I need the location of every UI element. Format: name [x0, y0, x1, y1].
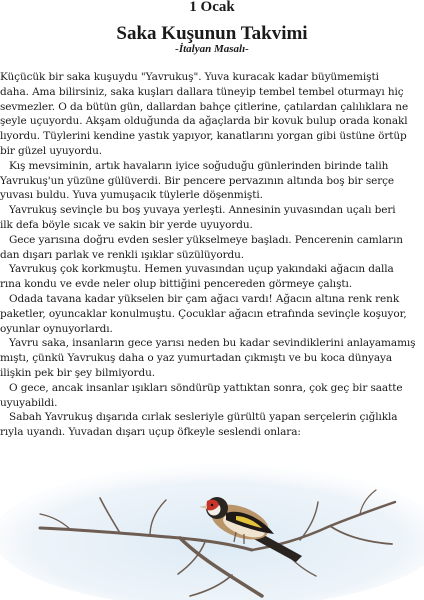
- story-subtitle: -İtalyan Masalı-: [175, 43, 249, 55]
- story-line: rıyla uyandı. Yuvadan dışarı uçup öfkeyle seslendi onlara:: [0, 426, 301, 439]
- story-line: ilk defa böyle sıcak ve sakin bir yerde uyuyordu.: [0, 218, 253, 231]
- story-line: Yavrukuş sevinçle bu boş yuvaya yerleşti. Annesinin yuvasından uçalı beri: [9, 204, 396, 217]
- story-title: Saka Kuşunun Takvimi: [116, 23, 308, 44]
- story-line: ilişkin pek bir şey bilmiyordu.: [0, 366, 155, 379]
- story-line: Sabah Yavrukuş dışarıda cırlak sesleriyle gürültü yapan serçelerin çığlıkla: [9, 411, 398, 424]
- story-line: lıyordu. Tüylerini kendine yastık yapıyor, kanatlarını yorgan gibi üstüne örtüp: [0, 130, 407, 143]
- story-line: O gece, ancak insanlar ışıkları söndürüp yattıktan sonra, çok geç bir saatte: [9, 381, 403, 394]
- story-line: Küçücük bir saka kuşuydu "Yavrukuş". Yuva kuracak kadar büyümemişti: [0, 71, 379, 83]
- story-line: Odada tavana kadar yükselen bir çam ağacı vardı! Ağacın altına renk renk: [9, 292, 400, 305]
- story-line: Gece yarısına doğru evden sesler yükselmeye başladı. Pencerenin camların: [9, 233, 403, 246]
- story-line: şeyle uçuyordu. Akşam olduğunda da ağaçlarda bir kovuk bulup orada konakl: [0, 115, 408, 128]
- story-line: sevmezler. O da bütün gün, dallardan bahçe çitlerine, çatılardan çalılıklara ne: [0, 100, 409, 113]
- story-line: rına kondu ve evde neler olup bittiğini pencereden görmeye çalıştı.: [0, 278, 352, 291]
- story-line: Kış mevsiminin, artık havaların iyice soğuduğu günlerinden birinde talih: [9, 159, 389, 172]
- story-body: [0, 70, 424, 440]
- story-line: Yavrukuş'un yüzüne gülüverdi. Bir pencere pervazının altında boş bir serçe: [0, 174, 395, 187]
- story-line: oyunlar oynuyorlardı.: [0, 322, 113, 335]
- story-line: Yavru saka, insanların gece yarısı neden bu kadar sevindiklerini anlayamamış: [9, 337, 416, 350]
- story-line: yuvası buldu. Yuva yumuşacık tüylerle döşenmişti.: [0, 189, 263, 202]
- story-line: Yavrukuş çok korkmuştu. Hemen yuvasından uçup yakındaki ağacın dalla: [9, 263, 394, 276]
- watercolor-sky: [0, 464, 424, 600]
- story-line: paketler, oyuncaklar konulmuştu. Çocuklar ağacın etrafında sevinçle koşuyor,: [0, 307, 407, 320]
- story-line: uyuyabildi.: [0, 396, 58, 409]
- page-date: 1 Ocak: [189, 0, 235, 15]
- story-line: daha. Ama bilirsiniz, saka kuşları dallara tüneyip tembel tembel oturmayı hiç: [0, 85, 404, 98]
- story-line: mıştı, çünkü Yavrukuş daha o yaz yumurtadan çıkmıştı ve bu koca dünyaya: [0, 352, 393, 365]
- story-line: bir güzel uyuyordu.: [0, 144, 103, 157]
- goldfinch-illustration: [0, 458, 424, 600]
- story-line: dan dışarı parlak ve renkli ışıklar süzülüyordu.: [0, 248, 245, 261]
